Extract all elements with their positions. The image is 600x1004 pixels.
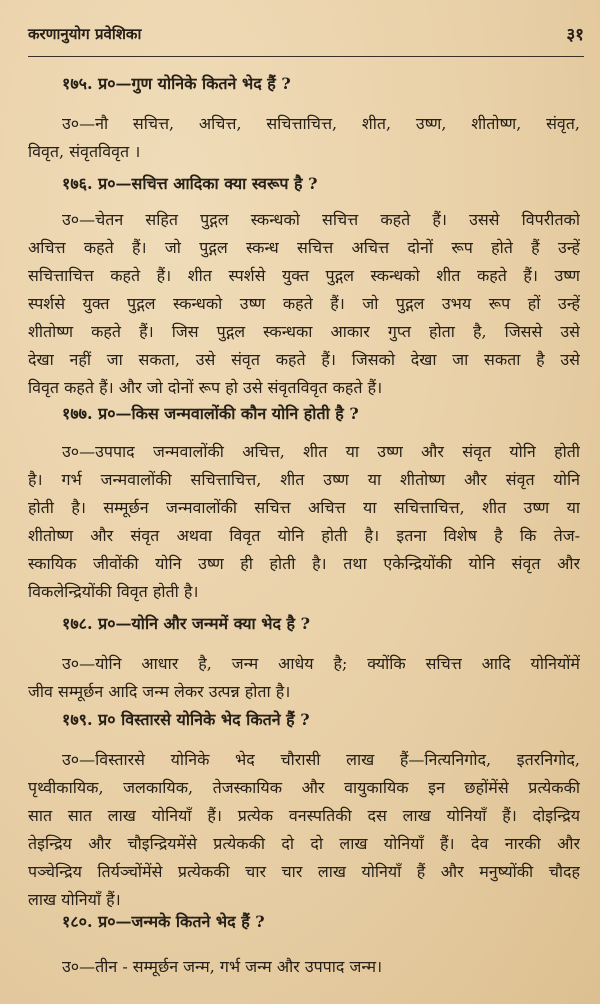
answer-line: पृथ्वीकायिक, जलकायिक, तेजस्कायिक और वायुकायिक इन छहोंमेंसे प्रत्येककी: [28, 778, 580, 797]
answer-line: शीतोष्ण और संवृत अथवा विवृत योनि होती है। इतना विशेष है कि तेज-: [28, 526, 580, 545]
page-number: ३१: [566, 25, 584, 45]
answer-line: तेइन्द्रिय और चौइन्द्रियमेंसे प्रत्येककी दो दो लाख योनियाँ हैं। देव नारकी और: [28, 834, 580, 853]
book-title: करणानुयोग प्रवेशिका: [28, 25, 142, 43]
question-heading: १७५. प्र०—गुण योनिके कितने भेद हैं ?: [62, 74, 291, 93]
question-heading: १७७. प्र०—किस जन्मवालोंकी कौन योनि होती है ?: [62, 404, 359, 423]
question-heading: १७८. प्र०—योनि और जन्ममें क्या भेद है ?: [62, 614, 311, 633]
answer-line: सात सात लाख योनियाँ हैं। प्रत्येक वनस्पतिकी दस लाख योनियाँ हैं। दोइन्द्रिय: [28, 806, 580, 825]
answer-line: उ०—उपपाद जन्मवालोंकी अचित्त, शीत या उष्ण और संवृत योनि होती: [62, 442, 580, 461]
answer-paragraph: [28, 438, 580, 606]
answer-line: सचित्ताचित्त कहते हैं। शीत स्पर्शसे युक्त पुद्गल स्कन्धको शीत कहते हैं। उष्ण: [28, 266, 580, 285]
answer-line: स्पर्शसे युक्त पुद्गल स्कन्धको उष्ण कहते हैं। जो पुद्गल उभय रूप हों उन्हें: [28, 294, 580, 313]
answer-line: विवृत कहते हैं। और जो दोनों रूप हो उसे संवृतविवृत कहते हैं।: [28, 378, 383, 397]
answer-paragraph: [28, 110, 580, 166]
answer-line: विकलेन्द्रियोंकी विवृत होती है।: [28, 582, 199, 601]
answer-line: है। गर्भ जन्मवालोंकी सचित्ताचित्त, शीत उष्ण या शीतोष्ण और संवृत योनि: [28, 470, 580, 489]
answer-paragraph: [28, 206, 580, 402]
answer-line: स्कायिक जीवोंकी योनि उष्ण ही होती है। तथा एकेन्द्रियोंकी योनि संवृत और: [28, 554, 580, 573]
answer-line: उ०—चेतन सहित पुद्गल स्कन्धको सचित्त कहते हैं। उससे विपरीतको: [62, 210, 580, 229]
answer-line: लाख योनियाँ हैं।: [28, 890, 121, 909]
answer-line: उ०—तीन - सम्मूर्छन जन्म, गर्भ जन्म और उपपाद जन्म।: [62, 957, 383, 976]
answer-line: उ०—नौ सचित्त, अचित्त, सचित्ताचित्त, शीत, उष्ण, शीतोष्ण, संवृत,: [62, 114, 580, 133]
answer-line: होती है। सम्मूर्छन जन्मवालोंकी सचित्त अचित्त या सचित्ताचित्त, शीत उष्ण या: [28, 498, 580, 517]
question-heading: १८०. प्र०—जन्मके कितने भेद हैं ?: [62, 912, 265, 931]
answer-line: जीव सम्मूर्छन आदि जन्म लेकर उत्पन्न होता है।: [28, 682, 291, 701]
answer-line: अचित्त कहते हैं। जो पुद्गल स्कन्ध सचित्त अचित्त दोनों रूप होते हैं उन्हें: [28, 238, 580, 257]
answer-line: शीतोष्ण कहते हैं। जिस पुद्गल स्कन्धका आकार गुप्त होता है, जिससे उसे: [28, 322, 580, 341]
question-heading: १७६. प्र०—सचित्त आदिका क्या स्वरूप है ?: [62, 174, 318, 193]
answer-paragraph: [28, 953, 580, 981]
question-heading: १७९. प्र० विस्तारसे योनिके भेद कितने हैं ?: [62, 710, 310, 729]
running-header: [28, 20, 584, 57]
answer-line: उ०—विस्तारसे योनिके भेद चौरासी लाख हैं—नित्यनिगोद, इतरनिगोद,: [62, 750, 580, 769]
answer-paragraph: [28, 746, 580, 914]
answer-line: उ०—योनि आधार है, जन्म आधेय है; क्योंकि सचित्त आदि योनियोंमें: [62, 654, 580, 673]
answer-line: विवृत, संवृतविवृत ।: [28, 142, 141, 161]
answer-paragraph: [28, 650, 580, 706]
answer-line: पञ्चेन्द्रिय तिर्यञ्चोंमेंसे प्रत्येककी चार चार लाख योनियाँ हैं और मनुष्योंकी चौदह: [28, 862, 580, 881]
answer-line: देखा नहीं जा सकता, उसे संवृत कहते हैं। जिसको देखा जा सकता है उसे: [28, 350, 580, 369]
